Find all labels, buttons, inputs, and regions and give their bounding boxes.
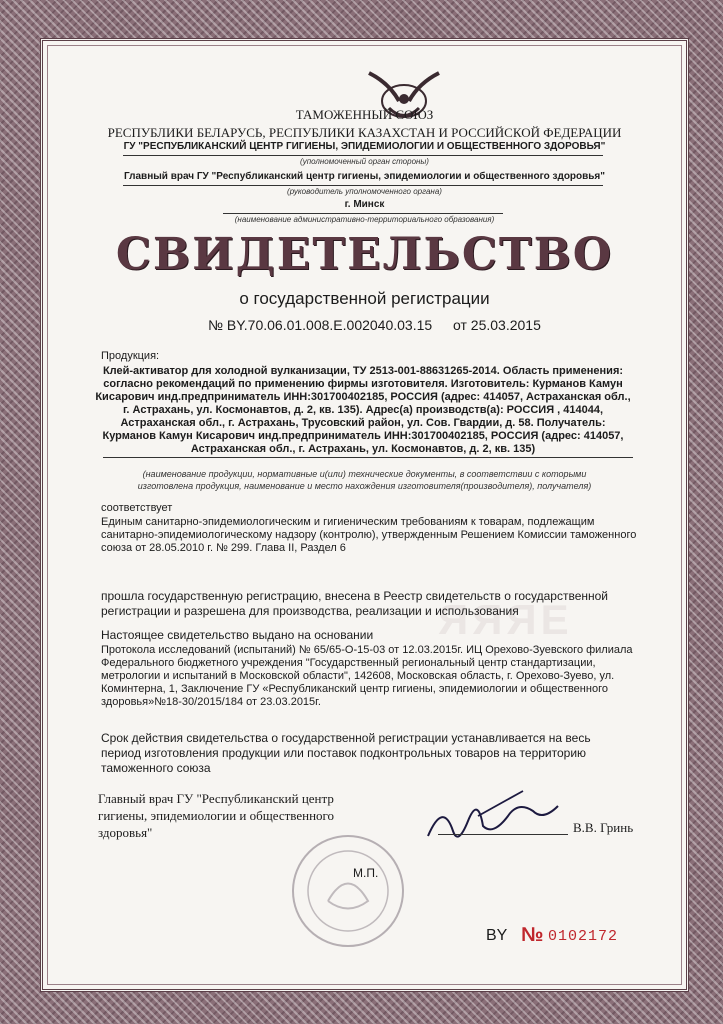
- product-description: Клей-активатор для холодной вулканизации, ТУ 2513-001-88631265-2014. Область применения: согласно рекомендаций по применению фирмы изготовителя. Изготовитель: Курманов Камун Кисарович инд.предприниматель ИНН:301700402185, РОССИЯ (адрес: 414057, Астраханская обл., г. Астрахань, ул. Космонавтов, д. 2, кв. 135). Адрес(а) производств(а): РОССИЯ , 414044, Астраханская обл., г. Астрахань, Трусовский район, ул. Сов. Гвардии, д. 58. Получатель: Курманов Камун Кисарович инд.предприниматель ИНН:301700402185, РОССИЯ (адрес: 414057, Астраханская обл., г. Астрахань, ул. Космонавтов, д. 2, кв. 135): [95, 365, 631, 455]
- signature-scribble-icon: [423, 781, 563, 851]
- union-title: ТАМОЖЕННЫЙ СОЮЗ: [295, 107, 434, 122]
- validity-text: Срок действия свидетельства о государственной регистрации устанавливается на весь период изготовления продукции или поставок подконтрольных товаров на территорию таможенного союза: [101, 731, 591, 775]
- product-caption-1: (наименование продукции, нормативные и(или) технические документы, в соответствии с которыми: [142, 469, 587, 479]
- stamp-mark: М.П.: [353, 866, 379, 880]
- complies-text: Единым санитарно-эпидемиологическим и гигиеническим требованиям к товарам, подлежащим санитарно-эпидемиологическому надзору (контролю), утвержденным Решением Комиссии таможенного союза от 28.05.2010 г. № 299. Глава II, Раздел 6: [101, 516, 637, 554]
- authority-caption: (уполномоченный орган стороны): [300, 157, 429, 166]
- document-subtitle: о государственной регистрации: [239, 289, 490, 308]
- round-seal-icon: [288, 831, 408, 951]
- registration-date: от 25.03.2015: [453, 317, 541, 333]
- basis-label: Настоящее свидетельство выдано на основании: [101, 628, 374, 642]
- registration-text: прошла государственную регистрацию, внесена в Реестр свидетельств о государственной регистрации и разрешена для производства, реализации и использования: [101, 589, 608, 618]
- certificate-sheet: [40, 38, 689, 992]
- complies-label: соответствует: [101, 502, 173, 514]
- serial-no-sign: №: [521, 924, 544, 946]
- signatory-position: Главный врач ГУ "Республиканский центр гигиены, эпидемиологии и общественного здоровья": [98, 791, 335, 840]
- product-label: Продукция:: [101, 350, 160, 362]
- document-title: СВИДЕТЕЛЬСТВО: [115, 229, 614, 280]
- watermark: ЯЯЯЕ: [438, 596, 573, 643]
- signatory-name: В.В. Гринь: [573, 820, 634, 835]
- serial-number: 0102172: [548, 928, 619, 945]
- basis-text: Протокола исследований (испытаний) № 65/65-О-15-03 от 12.03.2015г. ИЦ Орехово-Зуевского филиала Федерального бюджетного учреждения "Государственный региональный центр стандартизации, метрологии и испытаний в Московской области", 142608, Московская область, г. Орехово-Зуево, ул. Коминтерна, 1, Заключение ГУ «Республиканский центр гигиены, эпидемиологии и общественного здоровья»№18-30/2015/184 от 23.03.2015г.: [101, 644, 633, 708]
- authority-name: ГУ "РЕСПУБЛИКАНСКИЙ ЦЕНТР ГИГИЕНЫ, ЭПИДЕМИОЛОГИИ И ОБЩЕСТВЕННОГО ЗДОРОВЬЯ": [123, 141, 606, 152]
- republics-title: РЕСПУБЛИКИ БЕЛАРУСЬ, РЕСПУБЛИКИ КАЗАХСТАН И РОССИЙСКОЙ ФЕДЕРАЦИИ: [107, 125, 622, 140]
- product-caption-2: изготовлена продукция, наименование и место нахождения изготовителя(производителя), получателя): [137, 481, 592, 491]
- city-caption: (наименование административно-территориального образования): [234, 215, 495, 224]
- registration-number: № BY.70.06.01.008.Е.002040.03.15: [208, 317, 433, 333]
- city: г. Минск: [344, 199, 385, 210]
- head-caption: (руководитель уполномоченного органа): [287, 187, 442, 196]
- serial-country: BY: [486, 927, 508, 944]
- head-position: Главный врач ГУ "Республиканский центр гигиены, эпидемиологии и общественного здоровья": [123, 171, 606, 182]
